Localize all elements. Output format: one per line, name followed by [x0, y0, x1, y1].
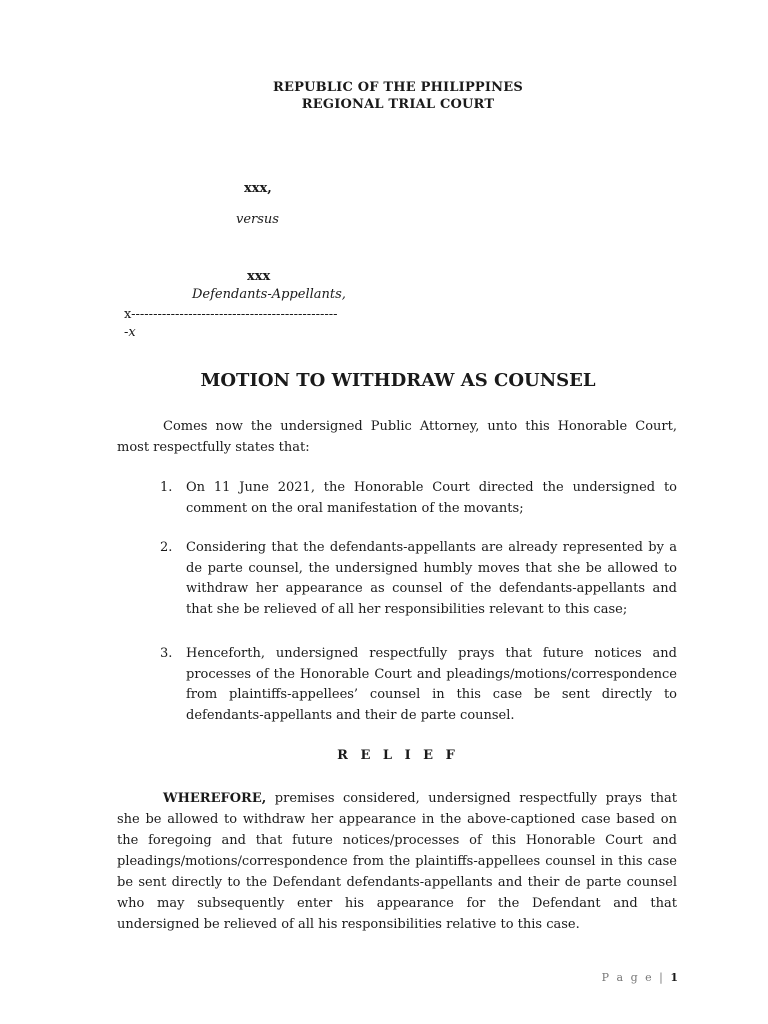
document-title: MOTION TO WITHDRAW AS COUNSEL: [200, 370, 596, 391]
header-court: REGIONAL TRIAL COURT: [301, 97, 495, 112]
wherefore-lead: WHEREFORE,: [163, 791, 267, 806]
court-header: [0, 79, 768, 113]
page-footer: [602, 971, 678, 984]
caption-separator: x-----------------------------------------------: [124, 307, 338, 322]
list-item: [160, 644, 677, 726]
list-item-number: 2.: [160, 540, 173, 555]
list-item-number: 3.: [160, 646, 173, 661]
wherefore-text: premises considered, undersigned respectfully prays that she be allowed to withdraw her appearance in the above-captioned case based on the foregoing and that future notices/processes of this Honorable Court and pleadings/motions/correspondence from the plaintiffs-appellees counsel in this case be sent directly to the Defendant defendants-appellants and their de parte counsel who may subsequently enter his appearance for the Defendant and that undersigned be relieved of all his responsibilities relative to this case.: [117, 791, 677, 932]
caption-party1: xxx,: [244, 181, 272, 196]
caption-party2: xxx: [247, 269, 271, 284]
list-item-text: Considering that the defendants-appellants are already represented by a de parte counsel, the undersigned humbly moves that she be allowed to withdraw her appearance as counsel of the defendants-appellants and that she be relieved of all her responsibilities relevant to this case;: [186, 540, 677, 617]
intro-text: Comes now the undersigned Public Attorney, unto this Honorable Court, most respectfully states that:: [117, 419, 677, 455]
list-item: [160, 478, 677, 519]
list-item-text: Henceforth, undersigned respectfully prays that future notices and processes of the Honorable Court and pleadings/motions/correspondence from plaintiffs-appellees’ counsel in this case be sent directly to defendants-appellants and their de parte counsel.: [186, 646, 677, 723]
footer-page-label: P a g e |: [601, 971, 665, 984]
header-republic: REPUBLIC OF THE PHILIPPINES: [273, 80, 523, 95]
caption-separator-end: -x: [124, 325, 136, 340]
wherefore-paragraph: [117, 788, 677, 935]
caption-versus: versus: [236, 212, 279, 227]
list-item: [160, 538, 677, 620]
list-item-number: 1.: [160, 480, 173, 495]
numbered-list: [160, 478, 677, 745]
intro-paragraph: [117, 416, 677, 458]
relief-heading: R E L I E F: [337, 748, 459, 763]
caption-party2-role: Defendants-Appellants,: [192, 287, 346, 302]
list-item-text: On 11 June 2021, the Honorable Court directed the undersigned to comment on the oral manifestation of the movants;: [186, 480, 677, 516]
footer-page-number: 1: [670, 971, 678, 984]
